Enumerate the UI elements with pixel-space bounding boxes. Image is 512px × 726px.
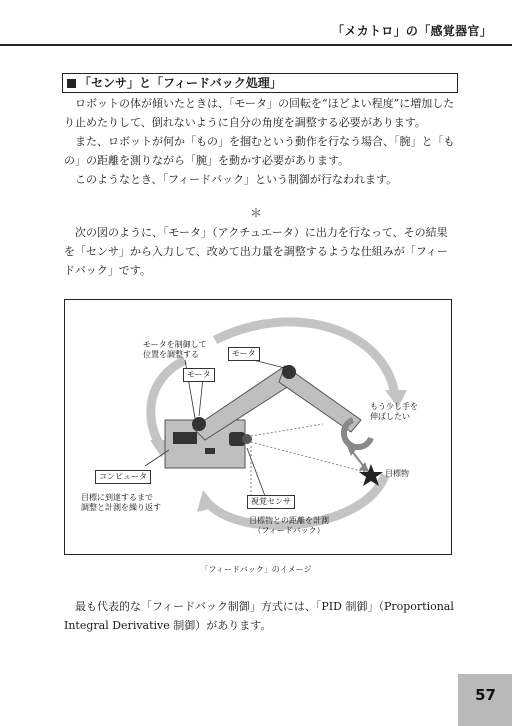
label-vision-sensor: 視覚センサ: [247, 495, 295, 509]
body-block-2: [64, 223, 458, 280]
label-motor-control: モータを制御して 位置を調整する: [143, 340, 207, 359]
elbow-motor: [282, 365, 296, 379]
label-target: 目標物: [385, 469, 409, 478]
label-computer: コンピュータ: [95, 470, 151, 484]
computer-button: [205, 448, 215, 454]
header-title: 「メカトロ」の「感覚器官」: [332, 24, 492, 38]
paragraph: このようなとき、「フィードバック」という制御が行なわれます。: [75, 173, 398, 186]
section-heading-text: 「センサ」と「フィードバック処理」: [79, 76, 282, 90]
label-repeat: 目標に到達するまで 調整と計測を繰り返す: [81, 493, 161, 512]
closing-paragraph: 最も代表的な「フィードバック制御」方式には、「PID 制御」（Proportional Integral Derivative 制御）があります。: [64, 600, 454, 632]
label-measure: 目標物との距離を計測 （フィードバック）: [249, 516, 329, 535]
page-number-box: [458, 674, 512, 726]
sensor-beam-top: [251, 424, 323, 436]
shoulder-motor: [192, 417, 206, 431]
leader-line: [199, 378, 203, 416]
separator-asterisk: ＊: [250, 206, 263, 220]
leader-line: [247, 448, 265, 496]
body-block-1: [64, 94, 458, 189]
page-header: [0, 20, 512, 46]
page-number: 57: [475, 686, 496, 704]
paragraph: ロボットの体が傾いたときは、「モータ」の回転を“ほどよい程度”に増加したり止めたりして、倒れないように自分の角度を調整する必要があります。: [64, 97, 455, 129]
computer-screen: [173, 432, 197, 444]
label-motor-elbow: モータ: [228, 347, 260, 361]
closing-block: [64, 597, 458, 635]
label-want-extend: もう少し手を 伸ばしたい: [370, 402, 418, 421]
section-heading: [62, 73, 458, 93]
figure-caption: 「フィードバック」のイメージ: [200, 565, 312, 574]
feedback-figure: [64, 299, 452, 555]
label-motor-shoulder: モータ: [183, 368, 215, 382]
paragraph: 次の図のように、「モータ」（アクチュエータ）に出力を行なって、その結果を「センサ」から入力して、改めて出力量を調整するような仕組みが「フィードバック」です。: [64, 226, 448, 277]
square-bullet-icon: [67, 79, 76, 88]
sensor-lens: [242, 434, 252, 444]
paragraph: また、ロボットが何か「もの」を掴むという動作を行なう場合、「腕」と「もの」の距離を測りながら「腕」を動かす必要があります。: [64, 135, 455, 167]
